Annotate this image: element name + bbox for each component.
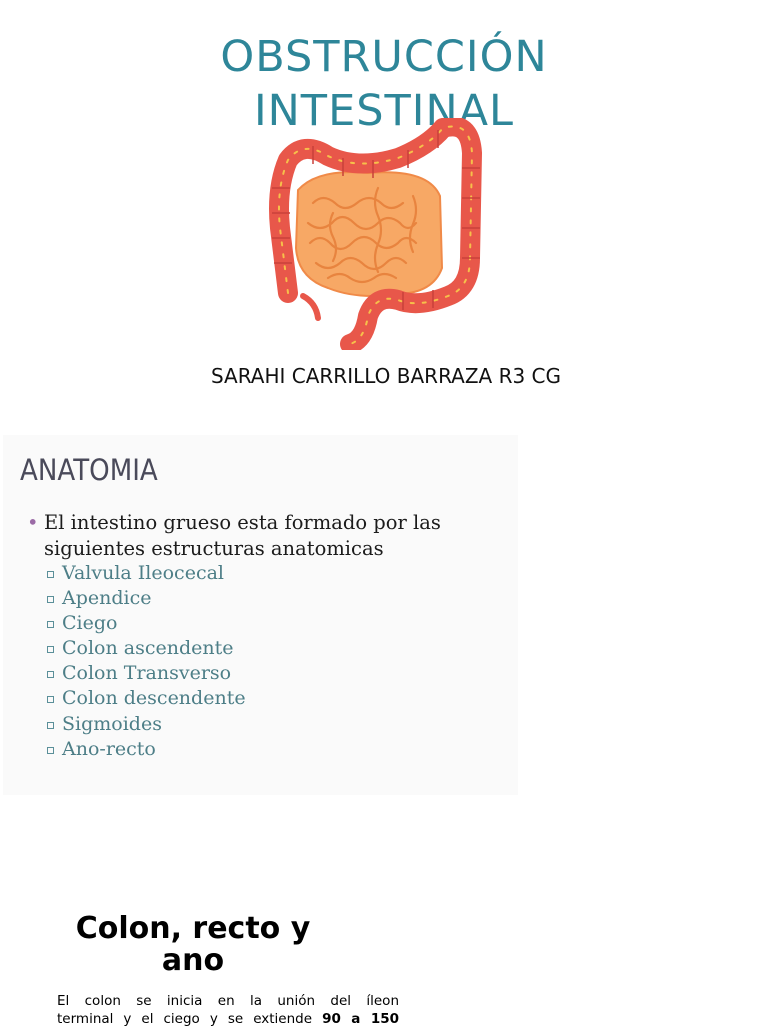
bullet-point [27, 510, 507, 562]
list-item: Colon Transverso [47, 661, 246, 686]
bullet-text: El intestino grueso esta formado por las siguientes estructuras anatomicas [44, 511, 441, 560]
square-bullet-icon [47, 747, 54, 754]
list-item: Valvula Ileocecal [47, 561, 246, 586]
square-bullet-icon [47, 696, 54, 703]
list-item: Colon ascendente [47, 636, 246, 661]
slide-heading: ANATOMIA [20, 453, 158, 487]
bold-measure: 90 a 150 [322, 1011, 399, 1027]
list-item: Ano-recto [47, 737, 246, 762]
paragraph-line-1: El colon se inicia en la unión del íleon [57, 993, 399, 1009]
author-name: SARAHI CARRILLO BARRAZA R3 CG [210, 364, 562, 388]
square-bullet-icon [47, 722, 54, 729]
list-item: Colon descendente [47, 686, 246, 711]
square-bullet-icon [47, 596, 54, 603]
title-line-2: INTESTINAL [253, 86, 515, 136]
paragraph-line-2: terminal y el ciego y se extiende 90 a 150 [57, 1011, 399, 1027]
list-item: Ciego [47, 611, 246, 636]
list-item: Sigmoides [47, 712, 246, 737]
intestine-illustration-icon [258, 118, 484, 350]
square-bullet-icon [47, 621, 54, 628]
section-heading: Colon, recto y ano [75, 911, 311, 978]
title-line-1: OBSTRUCCIÓN [220, 32, 548, 82]
bullet-dot-icon: • [27, 511, 39, 534]
section-paragraph [57, 992, 399, 1028]
list-item: Apendice [47, 586, 246, 611]
square-bullet-icon [47, 646, 54, 653]
square-bullet-icon [47, 571, 54, 578]
square-bullet-icon [47, 671, 54, 678]
structure-list [47, 561, 246, 762]
anatomy-slide [3, 435, 518, 795]
